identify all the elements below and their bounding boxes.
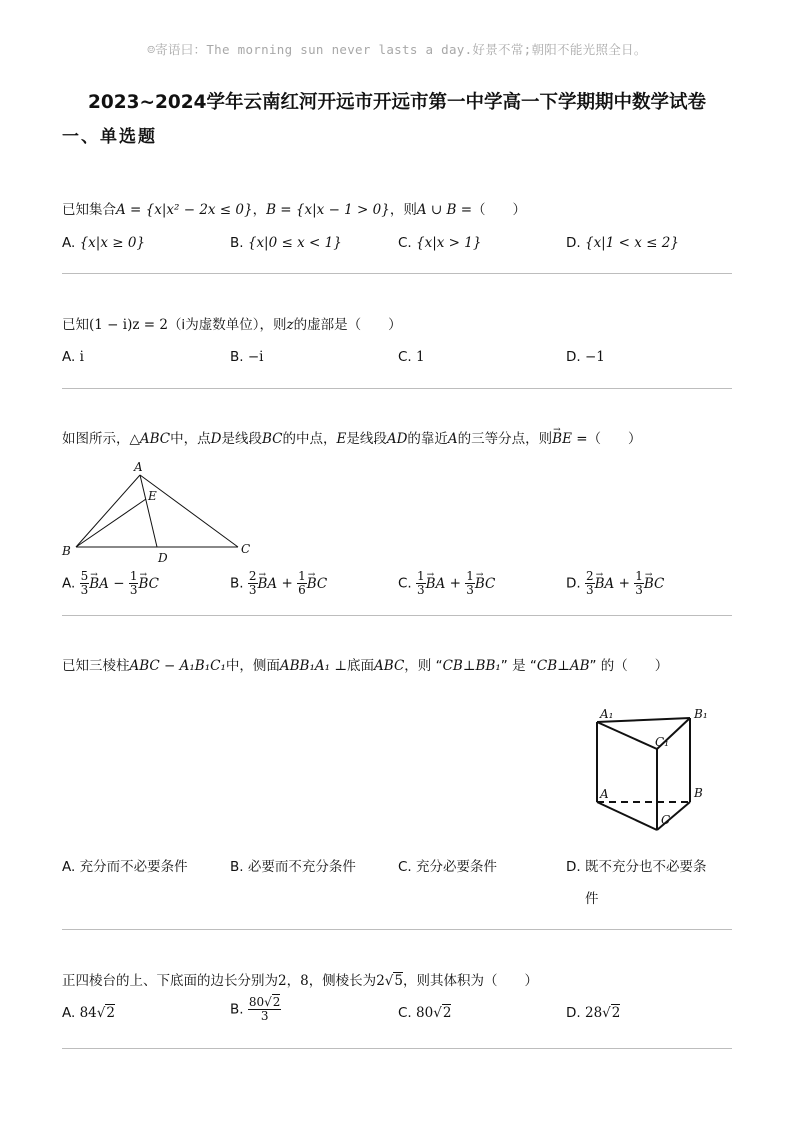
label-b: B: [694, 786, 703, 800]
divider: [62, 929, 732, 930]
label-a: A: [134, 460, 143, 474]
q1-option-b[interactable]: B. {x|0 ≤ x < 1}: [230, 235, 342, 251]
q3-option-b[interactable]: B. $\frac{2}{3}$ → BA + $\frac{1}{6}$ → BC: [230, 570, 327, 597]
label-e: E: [148, 489, 157, 503]
motto-text: ☺寄语曰：The morning sun never lasts a day.好景不常;朝阳不能光照全日。: [147, 42, 647, 57]
section-heading: 一、单选题: [62, 127, 157, 147]
q3-option-c[interactable]: C. $\frac{1}{3}$ → BA + $\frac{1}{3}$ → BC: [398, 570, 495, 597]
q4-option-d[interactable]: D. 既不充分也不必要条: [566, 859, 707, 875]
label-b1: B₁: [694, 707, 708, 721]
q2-option-b[interactable]: B. −i: [230, 349, 264, 365]
label-c: C: [661, 813, 671, 827]
question-3-stem: 如图所示，△ABC中，点D是线段BC的中点，E是线段AD的靠近A的三等分点，则→ BE =（ ）: [62, 429, 642, 449]
triangle-figure: [58, 458, 268, 568]
label-d: D: [158, 551, 168, 565]
q2-option-a[interactable]: A. i: [62, 349, 84, 365]
q5-option-a[interactable]: A. 84√2: [62, 1005, 115, 1021]
divider: [62, 388, 732, 389]
q3-option-a[interactable]: A. $\frac{5}{3}$ → BA − $\frac{1}{3}$ → BC: [62, 570, 159, 597]
question-4-stem: 已知三棱柱ABC − A₁B₁C₁中，侧面ABB₁A₁ ⊥底面ABC，则 “CB⊥BB₁” 是 “CB⊥AB” 的（ ）: [62, 658, 669, 674]
label-b: B: [62, 544, 71, 558]
divider: [62, 1048, 732, 1049]
q4-option-b[interactable]: B. 必要而不充分条件: [230, 859, 356, 875]
label-c1: C₁: [655, 735, 669, 749]
label-a: A: [600, 787, 609, 801]
q2-option-c[interactable]: C. 1: [398, 349, 425, 365]
question-2-stem: 已知(1 − i)z = 2（i为虚数单位），则z的虚部是（ ）: [62, 317, 402, 333]
q4-option-a[interactable]: A. 充分而不必要条件: [62, 859, 188, 875]
q5-option-d[interactable]: D. 28√2: [566, 1005, 621, 1021]
q4-option-c[interactable]: C. 充分必要条件: [398, 859, 498, 875]
divider: [62, 615, 732, 616]
q1-option-a[interactable]: A. {x|x ≥ 0}: [62, 235, 146, 251]
q5-option-c[interactable]: C. 80√2: [398, 1005, 452, 1021]
question-5-stem: 正四棱台的上、下底面的边长分别为2，8，侧棱长为2√5，则其体积为（ ）: [62, 973, 538, 989]
q4-option-d-wrap: 件: [585, 891, 599, 907]
label-a1: A₁: [600, 707, 614, 721]
question-1-stem: 已知集合A = {x|x² − 2x ≤ 0}，B = {x|x − 1 > 0}，则A ∪ B =（ ）: [62, 202, 527, 218]
prism-figure: [585, 700, 725, 840]
q2-option-d[interactable]: D. −1: [566, 349, 605, 365]
label-c: C: [241, 542, 251, 556]
page-title: 2023~2024学年云南红河开远市开远市第一中学高一下学期期中数学试卷: [88, 92, 706, 113]
q5-option-b[interactable]: B. $\frac{80√2}{3}$: [230, 995, 281, 1023]
q3-option-d[interactable]: D. $\frac{2}{3}$ → BA + $\frac{1}{3}$ → BC: [566, 570, 664, 597]
q1-option-d[interactable]: D. {x|1 < x ≤ 2}: [566, 235, 679, 251]
q1-option-c[interactable]: C. {x|x > 1}: [398, 235, 482, 251]
divider: [62, 273, 732, 274]
